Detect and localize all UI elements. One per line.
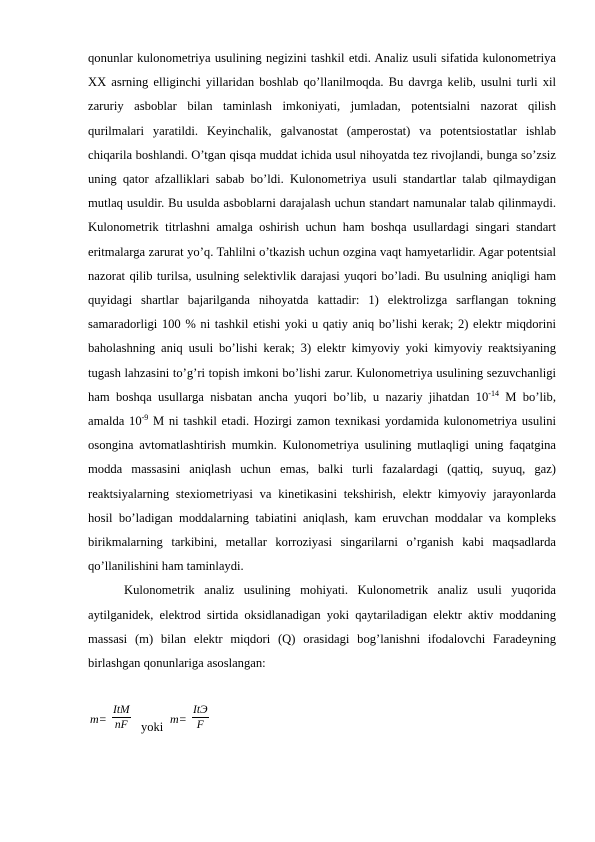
exponent: -9 [141,412,149,422]
formula-numerator: ItЭ [193,704,208,716]
paragraph-text: M ni tashkil etadi. Hozirgi zamon texnikasi yordamida kulonometriya usulini osongina avtomatlashtirish mumkin. Kulonometriya usulining mutlaqligi uning faqatgina modda massasini aniqlash uchun emas, balki turli fazalardagi (qattiq, suyuq, gaz) reaktsiyalarning stexiometriyasi va kinetikasini tekshirish, elektr kimyoviy jarayonlarda hosil bo’ladigan moddalarning tabiatini aniqlash, kam eruvchan moddalar va kompleks birikmalarning tarkibini, metallar korroziyasi singarilarni o’rganish kabi maqsadlarda qo’llanilishini ham taminlaydi. [88,414,556,574]
formula-fraction [112,704,131,732]
formula-denominator: F [196,719,204,731]
exponent: -14 [488,388,499,398]
paragraph-text: M bo’lib, amalda 10 [88,389,556,429]
paragraph-essence: Kulonometrik analiz usulining mohiyati. Kulonometrik analiz usuli yuqorida aytilganidek, elektrod sirtida oksidlanadigan yoki qaytariladigan elektr aktiv moddaning massasi (m) bilan elektr miqdori (Q) orasidagi bog’lanishni ifodalovchi Faradeyning birlashgan qonunlariga asoslangan: [88,583,556,671]
faraday-formulas [88,704,388,744]
formula-denominator: nF [114,719,128,731]
formula-lhs: m= [170,712,187,726]
paragraph-history [88,46,556,578]
formula-separator: yoki [141,720,164,734]
formula-lhs: m= [90,712,107,726]
formula-fraction [192,704,209,732]
formula-numerator: ItM [113,704,130,716]
paragraph-text: qonunlar kulonometriya usulining negizini tashkil etdi. Analiz usuli sifatida kulonometriya XX asrning elliginchi yillaridan boshlab qo’llanilmoqda. Bu davrga kelib, usulni turli xil zaruriy asboblar bilan taminlash imkoniyati, jumladan, potentsialni nazorat qilish qurilmalari yaratildi. Keyinchalik, galvanostat (amperostat) va potentsiostatlar ishlab chiqarila boshlandi. O’tgan qisqa muddat ichida usul nihoyatda tez rivojlandi, bunga so’zsiz uning qator afzalliklari sabab bo’ldi. Kulonometriya usuli standartlar talab qilmaydigan mutlaq usuldir. Bu usulda asboblarni darajalash uchun standart namunalar talab qilinmaydi. Kulonometrik titrlashni amalga oshirish uchun ham boshqa usullardagi singari standart eritmalarga zarurat yo’q. Tahlilni o’tkazish uchun ozgina vaqt hamyetarlidir. Agar potentsial nazorat qilib turilsa, usulning selektivlik darajasi yuqori bo’ladi. Bu usulning aniqligi ham quyidagi shartlar bajarilganda nihoyatda kattadir: 1) elektrolizga sarflangan tokning samaradorligi 100 % ni tashkil etishi yoki u qatiy aniq bo’lishi kerak; 2) elektr miqdorini baholashning aniq usuli bo’lishi kerak; 3) elektr kimyoviy yoki kimyoviy reaktsiyaning tugash lahzasini to’g’ri topish imkoni bo’lishi zarur. Kulonometriya usulining sezuvchanligi ham boshqa usullarga nisbatan ancha yuqori bo’lib, u nazariy jihatdan 10 [88,51,556,404]
document-body [88,46,556,675]
